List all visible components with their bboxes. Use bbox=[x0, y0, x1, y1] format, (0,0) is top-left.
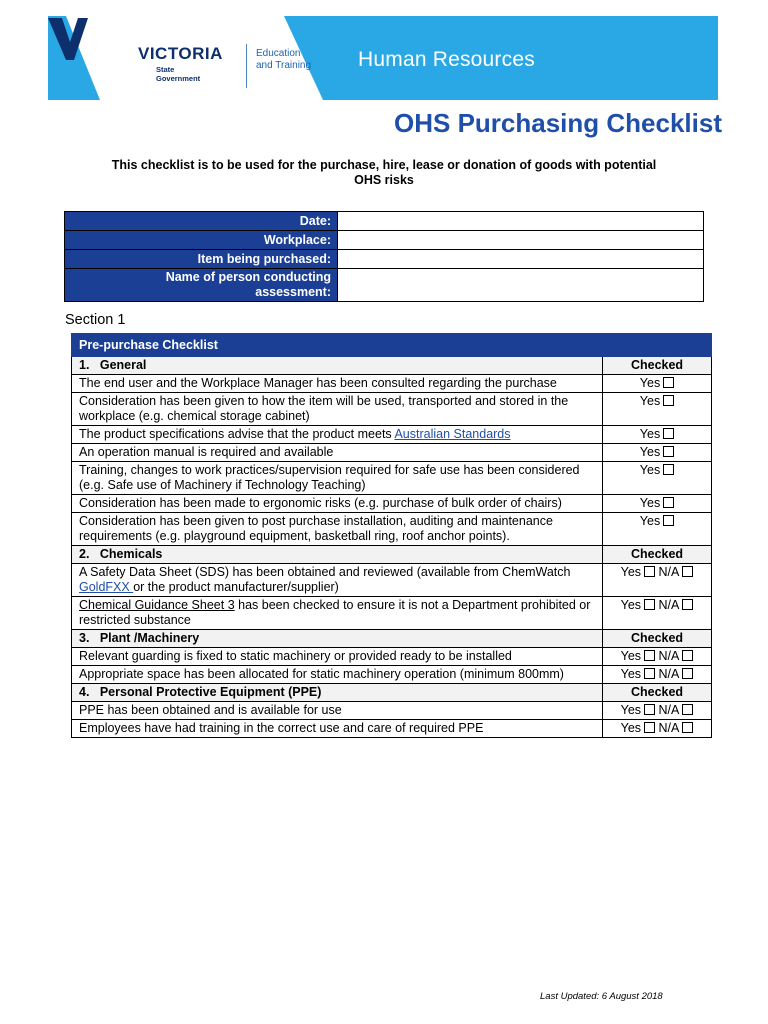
section-plant-title: 3. Plant /Machinery bbox=[72, 630, 603, 648]
details-table bbox=[64, 211, 704, 302]
table-row bbox=[72, 375, 712, 393]
intro-text: This checklist is to be used for the purchase, hire, lease or donation of goods with potential OHS risks bbox=[111, 158, 657, 187]
row-text: PPE has been obtained and is available for use bbox=[72, 702, 603, 720]
row-text: Appropriate space has been allocated for static machinery operation (minimum 800mm) bbox=[72, 666, 603, 684]
yes-label: Yes bbox=[639, 376, 661, 390]
logo-divider bbox=[246, 44, 247, 88]
yes-label: Yes bbox=[639, 496, 661, 510]
guidance-sheet-link[interactable]: Chemical Guidance Sheet 3 bbox=[79, 598, 235, 612]
item-field[interactable] bbox=[338, 250, 704, 269]
table-row bbox=[72, 666, 712, 684]
na-checkbox[interactable] bbox=[682, 704, 693, 715]
row-text: Employees have had training in the correct use and care of required PPE bbox=[72, 720, 603, 738]
na-label: N/A bbox=[658, 565, 680, 579]
yes-label: Yes bbox=[639, 514, 661, 528]
yes-label: Yes bbox=[620, 667, 642, 681]
checked-header: Checked bbox=[603, 630, 712, 648]
na-checkbox[interactable] bbox=[682, 599, 693, 610]
section-general-title: 1. General bbox=[72, 357, 603, 375]
na-checkbox[interactable] bbox=[682, 722, 693, 733]
table-row bbox=[72, 393, 712, 426]
logo-subtitle: State Government bbox=[156, 65, 201, 83]
yes-checkbox[interactable] bbox=[644, 599, 655, 610]
checklist-header: Pre-purchase Checklist bbox=[72, 334, 712, 357]
row-text: Chemical Guidance Sheet 3 has been checked to ensure it is not a Department prohibited or restricted substance bbox=[72, 597, 603, 630]
yes-checkbox[interactable] bbox=[663, 395, 674, 406]
table-row bbox=[72, 564, 712, 597]
yes-checkbox[interactable] bbox=[663, 515, 674, 526]
row-text: Relevant guarding is fixed to static machinery or provided ready to be installed bbox=[72, 648, 603, 666]
yes-checkbox[interactable] bbox=[663, 446, 674, 457]
yes-checkbox[interactable] bbox=[644, 704, 655, 715]
workplace-label: Workplace: bbox=[65, 231, 338, 250]
na-checkbox[interactable] bbox=[682, 650, 693, 661]
department-name: Education and Training bbox=[256, 48, 312, 71]
date-field[interactable] bbox=[338, 212, 704, 231]
na-checkbox[interactable] bbox=[682, 668, 693, 679]
table-row bbox=[72, 702, 712, 720]
header-banner bbox=[48, 16, 718, 100]
table-row bbox=[72, 495, 712, 513]
yes-checkbox[interactable] bbox=[644, 566, 655, 577]
yes-checkbox[interactable] bbox=[644, 650, 655, 661]
table-row bbox=[72, 513, 712, 546]
yes-label: Yes bbox=[639, 463, 661, 477]
na-label: N/A bbox=[658, 598, 680, 612]
yes-checkbox[interactable] bbox=[644, 722, 655, 733]
na-label: N/A bbox=[658, 667, 680, 681]
table-row bbox=[72, 720, 712, 738]
table-row bbox=[72, 444, 712, 462]
row-text: A Safety Data Sheet (SDS) has been obtained and reviewed (available from ChemWatch GoldFXX or the product manufacturer/supplier) bbox=[72, 564, 603, 597]
table-row bbox=[72, 426, 712, 444]
yes-checkbox[interactable] bbox=[663, 428, 674, 439]
yes-checkbox[interactable] bbox=[663, 377, 674, 388]
date-label: Date: bbox=[65, 212, 338, 231]
table-row bbox=[72, 462, 712, 495]
row-text: The product specifications advise that the product meets Australian Standards bbox=[72, 426, 603, 444]
yes-label: Yes bbox=[639, 427, 661, 441]
row-text: Training, changes to work practices/supervision required for safe use has been considered (e.g. Safe use of Machinery if Technology Teaching) bbox=[72, 462, 603, 495]
yes-label: Yes bbox=[639, 394, 661, 408]
yes-label: Yes bbox=[620, 565, 642, 579]
na-label: N/A bbox=[658, 703, 680, 717]
workplace-field[interactable] bbox=[338, 231, 704, 250]
person-label: Name of person conducting assessment: bbox=[65, 269, 338, 302]
yes-label: Yes bbox=[620, 721, 642, 735]
logo-wordmark: VICTORIA bbox=[138, 44, 223, 63]
last-updated: Last Updated: 6 August 2018 bbox=[540, 991, 663, 1002]
row-text: Consideration has been given to how the item will be used, transported and stored in the workplace (e.g. chemical storage cabinet) bbox=[72, 393, 603, 426]
row-text: The end user and the Workplace Manager has been consulted regarding the purchase bbox=[72, 375, 603, 393]
table-row bbox=[72, 648, 712, 666]
row-text: Consideration has been made to ergonomic risks (e.g. purchase of bulk order of chairs) bbox=[72, 495, 603, 513]
section-chemicals-title: 2. Chemicals bbox=[72, 546, 603, 564]
checked-header: Checked bbox=[603, 546, 712, 564]
table-row bbox=[72, 597, 712, 630]
item-label: Item being purchased: bbox=[65, 250, 338, 269]
australian-standards-link[interactable]: Australian Standards bbox=[394, 427, 511, 441]
person-field[interactable] bbox=[338, 269, 704, 302]
page-title: OHS Purchasing Checklist bbox=[394, 108, 722, 138]
section-ppe-title: 4. Personal Protective Equipment (PPE) bbox=[72, 684, 603, 702]
yes-label: Yes bbox=[620, 649, 642, 663]
na-checkbox[interactable] bbox=[682, 566, 693, 577]
checked-header: Checked bbox=[603, 357, 712, 375]
banner-title: Human Resources bbox=[358, 48, 535, 71]
goldfxx-link[interactable]: GoldFXX bbox=[79, 580, 134, 594]
row-text: Consideration has been given to post purchase installation, auditing and maintenance requirements (e.g. playground equipment, basketball ring, roof anchor points). bbox=[72, 513, 603, 546]
yes-checkbox[interactable] bbox=[644, 668, 655, 679]
section-label: Section 1 bbox=[65, 312, 126, 328]
checklist-table bbox=[71, 333, 712, 738]
na-label: N/A bbox=[658, 649, 680, 663]
victoria-logo-icon bbox=[48, 16, 88, 62]
checked-header: Checked bbox=[603, 684, 712, 702]
yes-label: Yes bbox=[620, 703, 642, 717]
yes-checkbox[interactable] bbox=[663, 464, 674, 475]
row-text: An operation manual is required and available bbox=[72, 444, 603, 462]
yes-label: Yes bbox=[639, 445, 661, 459]
na-label: N/A bbox=[658, 721, 680, 735]
yes-checkbox[interactable] bbox=[663, 497, 674, 508]
yes-label: Yes bbox=[620, 598, 642, 612]
